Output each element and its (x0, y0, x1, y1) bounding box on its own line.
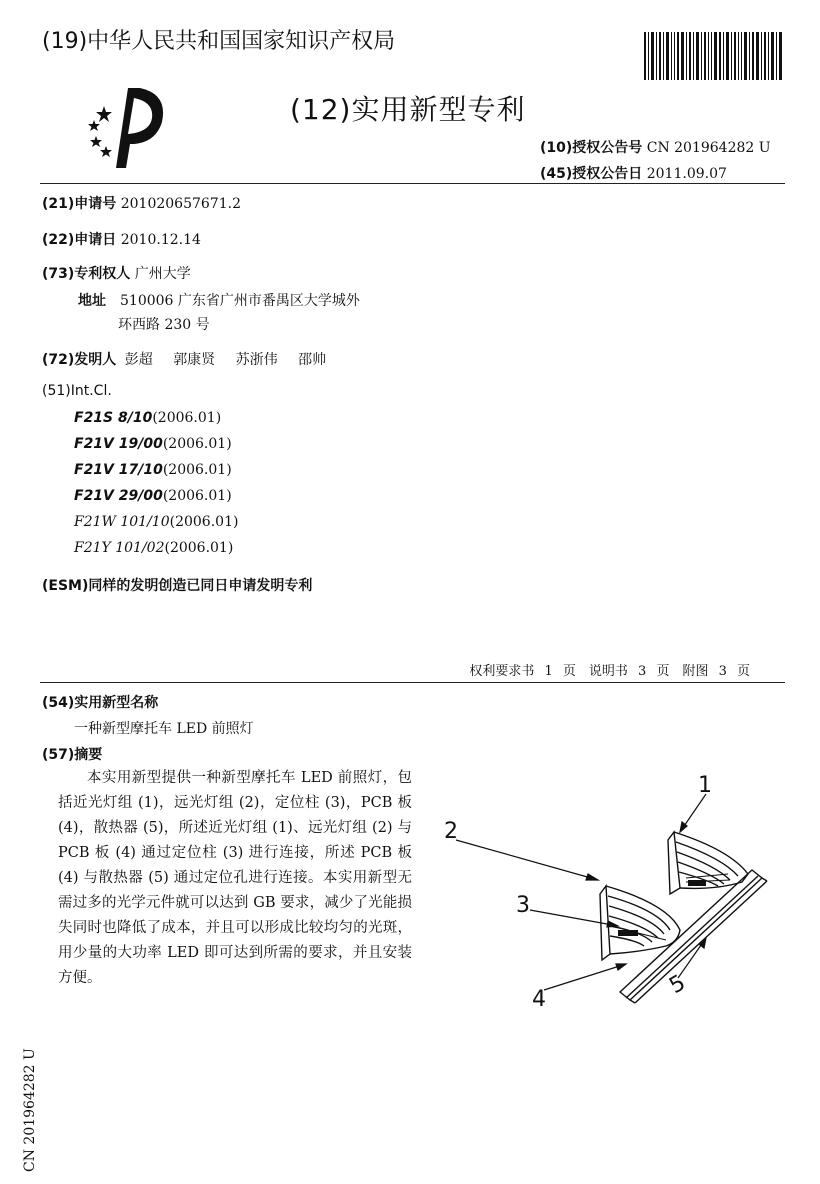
utility-model-title-label: (54)实用新型名称 (42, 695, 159, 711)
ipc-code: F21V 17/10 (74, 462, 163, 478)
publication-number-value: CN 201964282 U (646, 140, 771, 156)
side-publication-number: CN 201964282 U (22, 1048, 38, 1172)
publication-date-value: 2011.09.07 (646, 166, 727, 182)
ipc-version: (2006.01) (164, 540, 234, 556)
esm-note: (ESM)同样的发明创造已同日申请发明专利 (42, 578, 313, 594)
patentee-value: 广州大学 (134, 266, 191, 282)
abstract-label: (57)摘要 (42, 747, 103, 763)
ipc-entry (74, 410, 221, 426)
address-line-1: 510006 广东省广州市番禺区大学城外 (120, 293, 360, 309)
filing-date (42, 229, 201, 249)
section-divider (40, 682, 785, 683)
headlamp-drawing (430, 770, 790, 1020)
address-line-2: 环西路 230 号 (118, 317, 210, 333)
page-count-summary: 权利要求书 1 页 说明书 3 页 附图 3 页 (469, 664, 750, 679)
ipc-entry (74, 514, 238, 530)
filing-date-label: (22)申请日 (42, 232, 117, 248)
ipc-code: F21Y 101/02 (74, 540, 165, 556)
address (78, 290, 360, 310)
ipc-entry (74, 540, 233, 556)
application-number-value: 201020657671.2 (120, 196, 241, 212)
ipc-entry (74, 488, 232, 504)
patentee-label: (73)专利权人 (42, 266, 131, 282)
ipc-version: (2006.01) (162, 462, 232, 478)
ipc-entry (74, 462, 232, 478)
figure-label-1: 1 (698, 773, 712, 798)
publication-number-label: (10)授权公告号 (540, 140, 643, 156)
document-type-title: (12)实用新型专利 (290, 93, 526, 126)
abstract-text: 本实用新型提供一种新型摩托车 LED 前照灯，包括近光灯组 (1)，远光灯组 (2)，定位柱 (3)，PCB 板 (4)，散热器 (5)，所述近光灯组 (1)、远光灯组 (2) 与 PCB 板 (4) 通过定位柱 (3) 进行连接，所述 PCB 板 (4) 与散热器 (5) 通过定位孔进行连接。本实用新型无需过多的光学元件就可以达到 GB 要求，减少了光能损失同时也降低了成本，并且可以形成比较均匀的光斑，用少量的大功率 LED 即可达到所需的要求，并且安装方便。 (58, 770, 412, 986)
ipc-version: (2006.01) (162, 436, 232, 452)
header-divider (40, 183, 785, 184)
application-number (42, 193, 241, 213)
barcode-icon (644, 32, 782, 80)
ipc-version: (2006.01) (169, 514, 239, 530)
ipc-label: (51)Int.Cl. (42, 383, 112, 399)
inventor-name: 郭康贤 (173, 352, 216, 368)
ipc-version: (2006.01) (162, 488, 232, 504)
ipc-code: F21V 19/00 (74, 436, 163, 452)
pcb-board-drawing (620, 870, 767, 1003)
figure-label-3: 3 (516, 893, 530, 918)
inventors (42, 349, 326, 369)
figure-label-5: 5 (665, 970, 690, 1000)
patent-office-logo-icon (84, 84, 168, 170)
inventor-name: 苏浙伟 (235, 352, 278, 368)
utility-model-title: 一种新型摩托车 LED 前照灯 (74, 721, 254, 737)
ipc-code: F21V 29/00 (74, 488, 163, 504)
issuing-office: (19)中华人民共和国国家知识产权局 (42, 29, 396, 54)
inventor-name: 邵帅 (298, 352, 327, 368)
ipc-entry (74, 436, 232, 452)
publication-number (540, 137, 771, 157)
patentee (42, 263, 191, 283)
publication-date-label: (45)授权公告日 (540, 166, 643, 182)
figure-label-4: 4 (532, 987, 546, 1012)
figure-label-2: 2 (444, 819, 458, 844)
inventor-name: 彭超 (124, 352, 153, 368)
application-number-label: (21)申请号 (42, 196, 117, 212)
filing-date-value: 2010.12.14 (120, 232, 201, 248)
ipc-code: F21W 101/10 (74, 514, 170, 530)
inventors-label: (72)发明人 (42, 352, 117, 368)
ipc-code: F21S 8/10 (74, 410, 153, 426)
ipc-version: (2006.01) (152, 410, 222, 426)
publication-date (540, 163, 727, 183)
address-label: 地址 (78, 293, 106, 309)
